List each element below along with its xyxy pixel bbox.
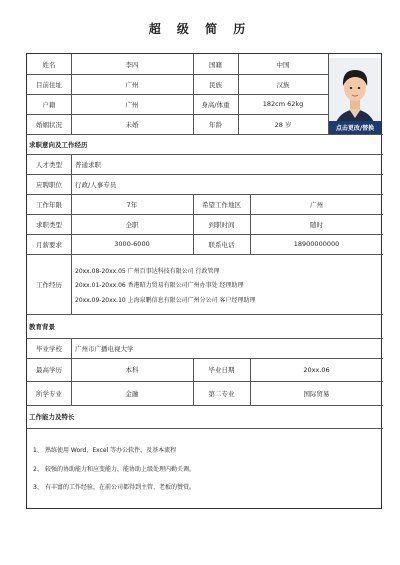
resume-table <box>26 53 382 509</box>
marital-label: 婚姻状况 <box>36 120 62 129</box>
salary-label: 月薪要求 <box>36 240 62 249</box>
second-major-value[interactable]: 国际贸易 <box>303 389 330 398</box>
skill-item[interactable] <box>33 443 176 455</box>
work-history-item[interactable]: 20xx.01-20xx.06 香港昭力贸易有限公司广州办事处 经理助理 <box>75 281 244 289</box>
position-value[interactable]: 行政/人事专员 <box>75 180 117 189</box>
school-label: 毕业学校 <box>36 344 62 353</box>
height-weight-label: 身高/体重 <box>201 100 230 109</box>
work-years-value[interactable]: 7年 <box>126 200 138 209</box>
skill-number: 3、 <box>33 483 43 491</box>
skill-text: 较强的协助能力和应变能力，能协助上级处理内勤关调。 <box>45 465 196 473</box>
work-area-value[interactable]: 广州 <box>310 200 323 209</box>
nationality-value[interactable]: 中国 <box>276 60 290 69</box>
major-value[interactable]: 金融 <box>125 389 139 398</box>
school-value[interactable]: 广州市广播电视大学 <box>75 344 134 353</box>
nationality-label: 国籍 <box>209 60 222 69</box>
name-label: 姓名 <box>42 60 56 69</box>
age-label: 年龄 <box>209 120 222 129</box>
job-type-label: 求职类型 <box>36 220 62 229</box>
skill-text: 熟练使用 Word、Excel 等办公软件，及基本流程 <box>45 446 177 454</box>
hukou-value[interactable]: 广州 <box>125 100 139 109</box>
work-history-item[interactable]: 20xx.08-20xx.05 广州百事达科技有限公司 行政管理 <box>75 267 220 275</box>
skills-section-title: 工作能力及特长 <box>29 412 75 421</box>
residence-value[interactable]: 广州 <box>125 80 139 89</box>
arrival-label: 到职时间 <box>208 220 235 229</box>
change-photo-button[interactable]: 点击更改/替换 <box>329 121 381 134</box>
hukou-label: 户籍 <box>42 100 56 109</box>
grad-date-value[interactable]: 20xx.06 <box>303 365 330 374</box>
talent-type-value[interactable]: 普通求职 <box>75 160 101 169</box>
ethnicity-value[interactable]: 汉族 <box>276 80 290 89</box>
position-label: 应聘职位 <box>36 180 62 189</box>
height-weight-value[interactable]: 182cm 62kg <box>262 100 304 108</box>
grad-date-label: 毕业日期 <box>208 366 235 374</box>
work-history-item[interactable]: 20xx.09-20xx.10 上海泉鹏信息有限公司广州分公司 客户经理助理 <box>75 296 256 304</box>
education-section-title: 教育背景 <box>29 322 55 331</box>
second-major-label: 第二专业 <box>208 389 235 398</box>
skill-item[interactable] <box>33 480 195 492</box>
skill-item[interactable] <box>33 462 195 474</box>
ethnicity-label: 民族 <box>209 80 222 89</box>
salary-value[interactable]: 3000-6000 <box>114 240 150 248</box>
major-label: 所学专业 <box>36 389 62 398</box>
work-history-label: 工作经历 <box>36 280 62 289</box>
work-area-label: 希望工作地区 <box>202 200 241 209</box>
arrival-value[interactable]: 随时 <box>310 220 323 229</box>
skill-number: 1、 <box>33 446 43 454</box>
job-section-title: 求职意向及工作经历 <box>29 140 88 149</box>
phone-value[interactable]: 18900000000 <box>293 240 340 248</box>
talent-type-label: 人才类型 <box>36 160 62 169</box>
resume-title: 超 级 简 历 <box>148 22 252 36</box>
skill-number: 2、 <box>33 465 43 473</box>
name-value[interactable]: 李四 <box>125 60 139 69</box>
degree-value[interactable]: 本科 <box>125 366 139 374</box>
work-years-label: 工作年限 <box>36 200 62 209</box>
profile-photo[interactable] <box>329 58 381 134</box>
residence-label: 目前住址 <box>36 80 62 89</box>
degree-label: 最高学历 <box>36 366 62 374</box>
marital-value[interactable]: 未婚 <box>125 120 139 129</box>
skill-text: 有丰富的工作经验，在前公司都得到主管、老板的赞赏。 <box>45 483 196 491</box>
age-value[interactable]: 28 岁 <box>274 120 292 129</box>
phone-label: 联系电话 <box>208 240 235 249</box>
job-type-value[interactable]: 全职 <box>125 220 139 229</box>
